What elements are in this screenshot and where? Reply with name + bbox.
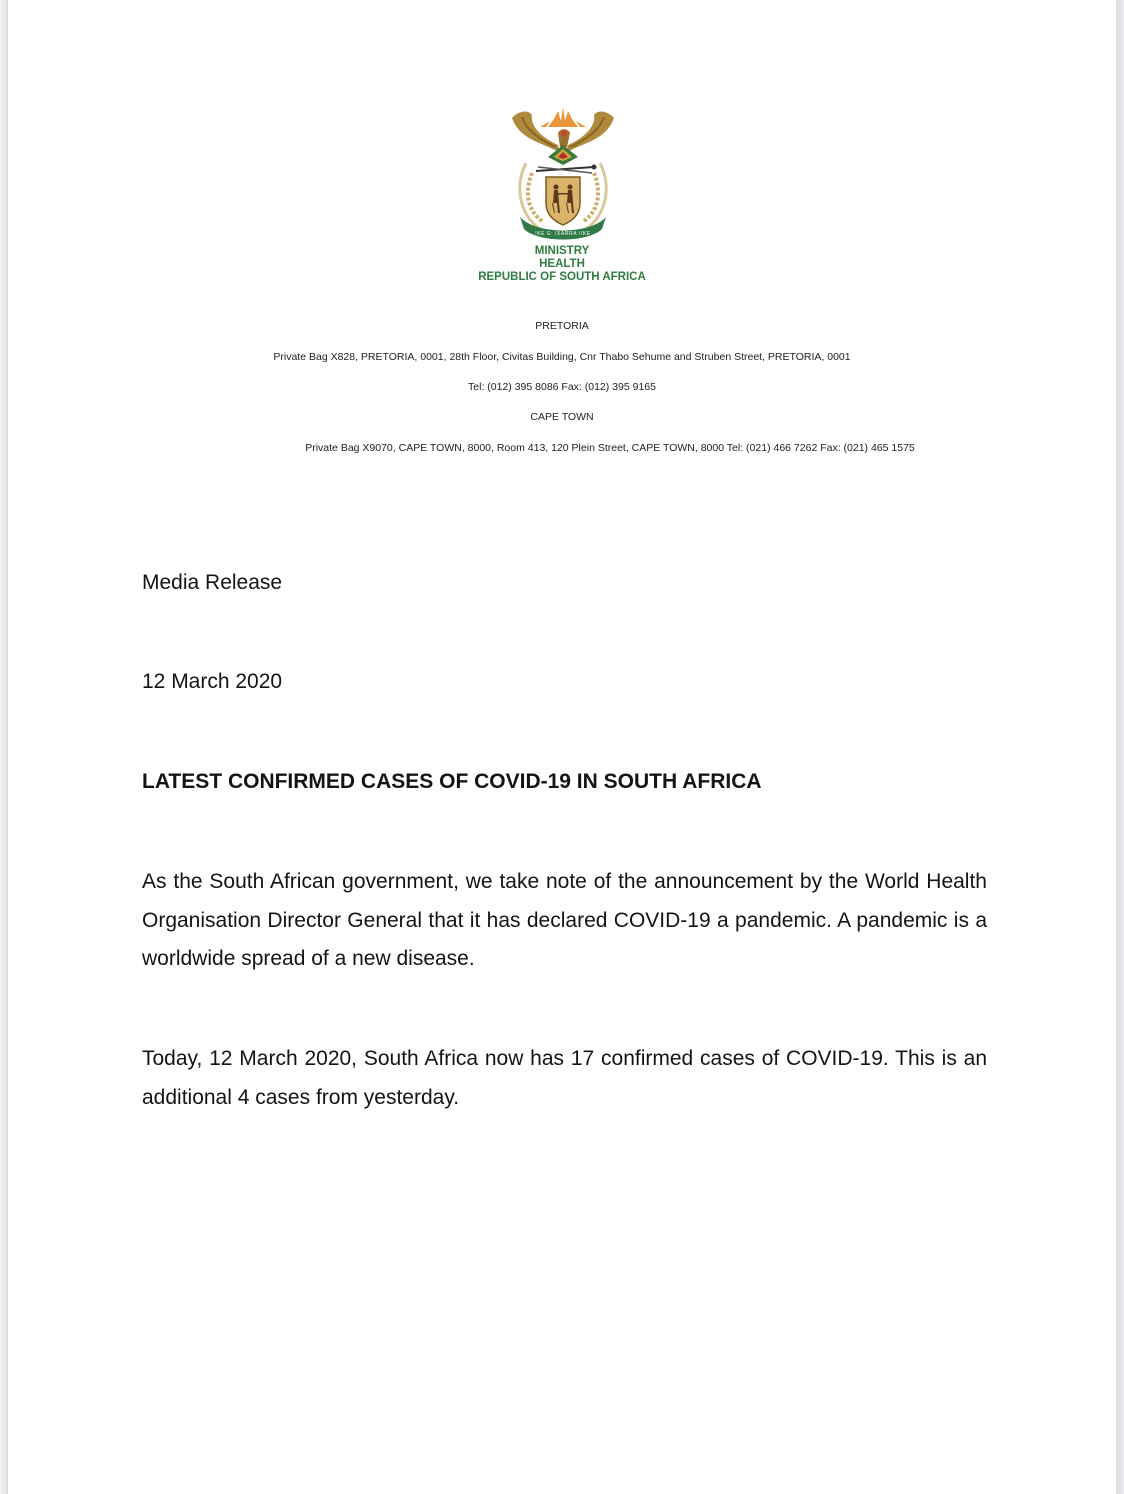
ministry-heading <box>0 245 1124 284</box>
coat-of-arms-icon <box>510 103 616 243</box>
crest-sun <box>540 107 586 127</box>
crest-motto: !KE E: /XARRA //KE <box>535 231 591 237</box>
document-date: 12 March 2020 <box>142 670 283 693</box>
scrollbar-track[interactable] <box>1116 0 1124 1494</box>
crest-shield <box>546 177 580 225</box>
document-title: LATEST CONFIRMED CASES OF COVID-19 IN SOUTH AFRICA <box>142 770 762 793</box>
paragraph-pandemic-announcement: As the South African government, we take note of the announcement by the World Health Organisation Director General that it has declared COVID-19 a pandemic. A pandemic is a worldwide spread of a new disease. <box>142 870 987 970</box>
crest-wing-left <box>512 111 560 153</box>
cape-town-address: Private Bag X9070, CAPE TOWN, 8000, Room 413, 120 Plein Street, CAPE TOWN, 8000 Tel: (021) 466 7262 Fax: (021) 465 1575 <box>305 442 915 454</box>
pretoria-contact: Tel: (012) 395 8086 Fax: (012) 395 9165 <box>468 381 656 393</box>
page-edge-left <box>0 0 8 1494</box>
cape-town-label: CAPE TOWN <box>530 411 594 423</box>
crest-wheat-right <box>584 173 598 221</box>
crest-wheat-left <box>528 173 542 221</box>
document-type-label: Media Release <box>142 571 283 594</box>
paragraph-case-count: Today, 12 March 2020, South Africa now has 17 confirmed cases of COVID-19. This is an additional 4 cases from yesterday. <box>142 1047 987 1109</box>
crest-wing-right <box>566 111 614 153</box>
ministry-line: MINISTRY <box>534 245 590 257</box>
ministry-country-line: REPUBLIC OF SOUTH AFRICA <box>478 271 646 283</box>
pretoria-address: Private Bag X828, PRETORIA, 0001, 28th Floor, Civitas Building, Cnr Thabo Sehume and Struben Street, PRETORIA, 0001 <box>273 351 851 363</box>
ministry-department-line: HEALTH <box>539 258 585 270</box>
pretoria-label: PRETORIA <box>535 320 589 332</box>
